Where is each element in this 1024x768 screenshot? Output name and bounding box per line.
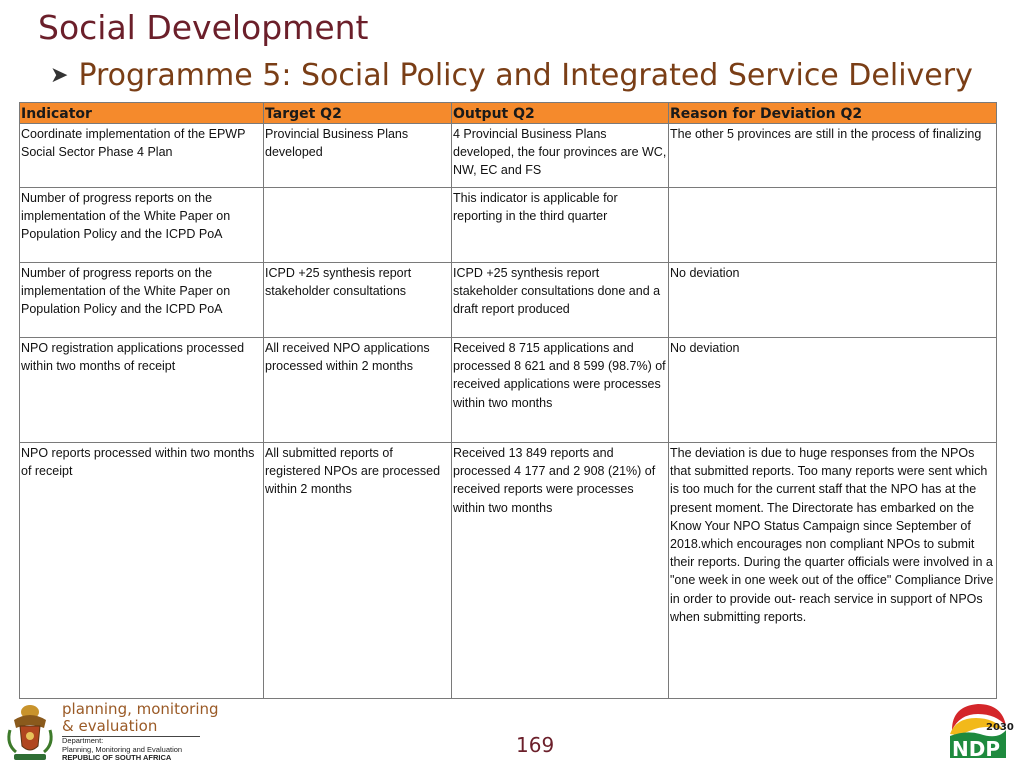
pme-line1: planning, monitoring — [62, 700, 219, 718]
dept-line1: Department: — [62, 736, 104, 745]
page-number: 169 — [516, 733, 555, 757]
department-text — [62, 737, 182, 763]
table-row — [20, 188, 997, 263]
pme-line2: & evaluation — [62, 717, 158, 735]
cell-reason: No deviation — [669, 338, 997, 443]
table-row — [20, 338, 997, 443]
ndp-logo-icon — [946, 700, 1014, 762]
header-target: Target Q2 — [264, 103, 452, 124]
table-row — [20, 124, 997, 188]
cell-output: ICPD +25 synthesis report stakeholder consultations done and a draft report produced — [452, 263, 669, 338]
cell-target — [264, 188, 452, 263]
dept-line3: REPUBLIC OF SOUTH AFRICA — [62, 753, 172, 762]
page-subtitle — [50, 58, 973, 93]
ndp-text: NDP — [952, 737, 1000, 761]
cell-reason: The deviation is due to huge responses from the NPOs that submitted reports. Too many reports were sent which is too much for the current staff that the NPO has at the present moment. The Directorate has embarked on the Know Your NPO Status Campaign since September of 2018.which encourages non compliant NPOs to submit their reports. During the quarter officials were involved in a "one week in one week out of the office" Compliance Drive in order to provide out- reach service in support of NPOs when submitting reports. — [669, 443, 997, 699]
cell-reason — [669, 188, 997, 263]
cell-output: Received 8 715 applications and processed 8 621 and 8 599 (98.7%) of received applications were processes within two months — [452, 338, 669, 443]
page-title: Social Development — [38, 8, 369, 47]
cell-output: 4 Provincial Business Plans developed, the four provinces are WC, NW, EC and FS — [452, 124, 669, 188]
header-reason: Reason for Deviation Q2 — [669, 103, 997, 124]
subtitle-text: Programme 5: Social Policy and Integrated Service Delivery — [78, 58, 973, 93]
dpme-logo — [4, 700, 219, 766]
table-header-row — [20, 103, 997, 124]
table-row — [20, 443, 997, 699]
cell-output: This indicator is applicable for reporting in the third quarter — [452, 188, 669, 263]
cell-reason: No deviation — [669, 263, 997, 338]
coat-of-arms-icon — [4, 700, 56, 764]
cell-indicator: Number of progress reports on the implementation of the White Paper on Population Policy and the ICPD PoA — [20, 188, 264, 263]
cell-indicator: NPO reports processed within two months of receipt — [20, 443, 264, 699]
cell-target: All received NPO applications processed within 2 months — [264, 338, 452, 443]
cell-target: ICPD +25 synthesis report stakeholder consultations — [264, 263, 452, 338]
header-indicator: Indicator — [20, 103, 264, 124]
cell-indicator: Coordinate implementation of the EPWP Social Sector Phase 4 Plan — [20, 124, 264, 188]
dept-line2: Planning, Monitoring and Evaluation — [62, 744, 183, 754]
cell-target: All submitted reports of registered NPOs are processed within 2 months — [264, 443, 452, 699]
cell-reason: The other 5 provinces are still in the process of finalizing — [669, 124, 997, 188]
cell-target: Provincial Business Plans developed — [264, 124, 452, 188]
header-output: Output Q2 — [452, 103, 669, 124]
table-row — [20, 263, 997, 338]
cell-indicator: Number of progress reports on the implementation of the White Paper on Population Policy and the ICPD PoA — [20, 263, 264, 338]
ndp-year: 2030 — [986, 722, 1014, 733]
arrow-bullet-icon: ➤ — [50, 63, 69, 88]
cell-output: Received 13 849 reports and processed 4 177 and 2 908 (21%) of received reports were processes within two months — [452, 443, 669, 699]
cell-indicator: NPO registration applications processed within two months of receipt — [20, 338, 264, 443]
report-table — [19, 102, 997, 699]
